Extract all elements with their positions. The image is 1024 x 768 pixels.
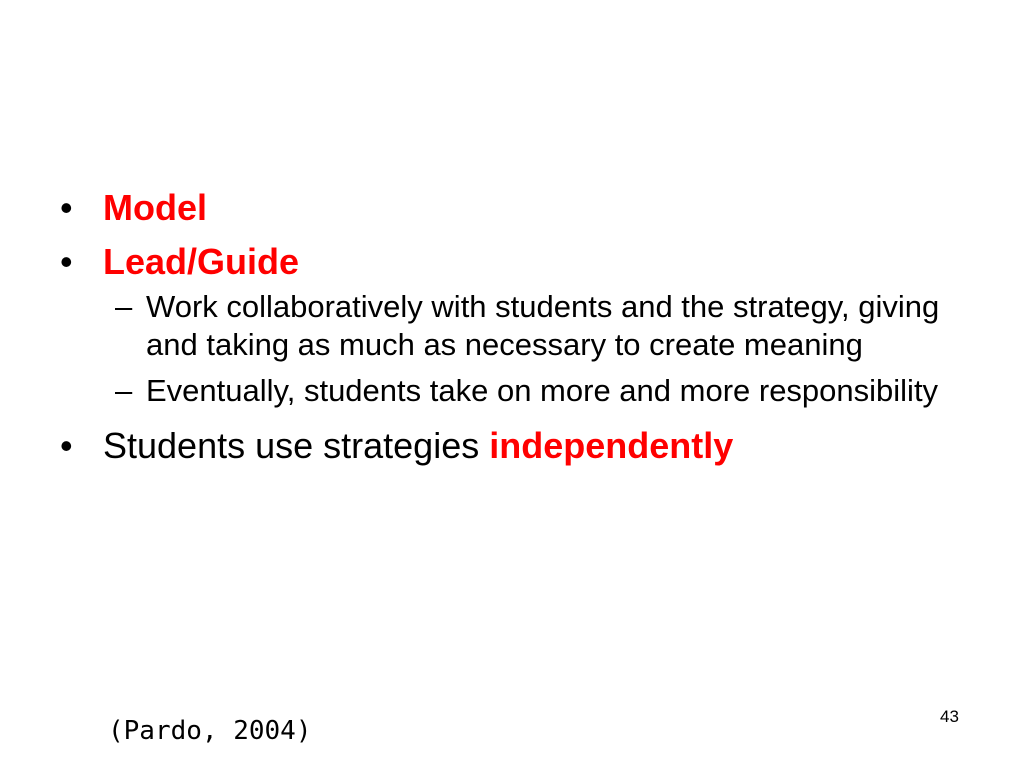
sub-bullet-marker: –: [115, 289, 133, 324]
bullet-marker: •: [60, 425, 73, 466]
sub-bullet-collaborate: [60, 288, 980, 364]
page-number: 43: [940, 707, 959, 726]
bullet-marker: •: [60, 187, 73, 228]
bullet-list: [60, 186, 980, 478]
bullet-text: Students use strategies: [103, 425, 480, 466]
sub-bullet-responsibility: [60, 372, 980, 410]
bullet-emphasis: independently: [489, 425, 734, 466]
sub-bullet-text: Eventually, students take on more and more responsibility: [146, 373, 939, 408]
bullet-text: Lead/Guide: [103, 241, 300, 282]
citation: (Pardo, 2004): [108, 716, 312, 746]
bullet-item-model: [60, 186, 980, 230]
bullet-text: Model: [103, 187, 207, 228]
bullet-item-lead-guide: [60, 240, 980, 284]
bullet-item-independent: [60, 424, 980, 468]
sub-bullet-marker: –: [115, 373, 133, 408]
bullet-marker: •: [60, 241, 73, 282]
sub-bullet-text: Work collaboratively with students and the strategy, giving and taking as much as necessary to create meaning: [146, 289, 940, 362]
